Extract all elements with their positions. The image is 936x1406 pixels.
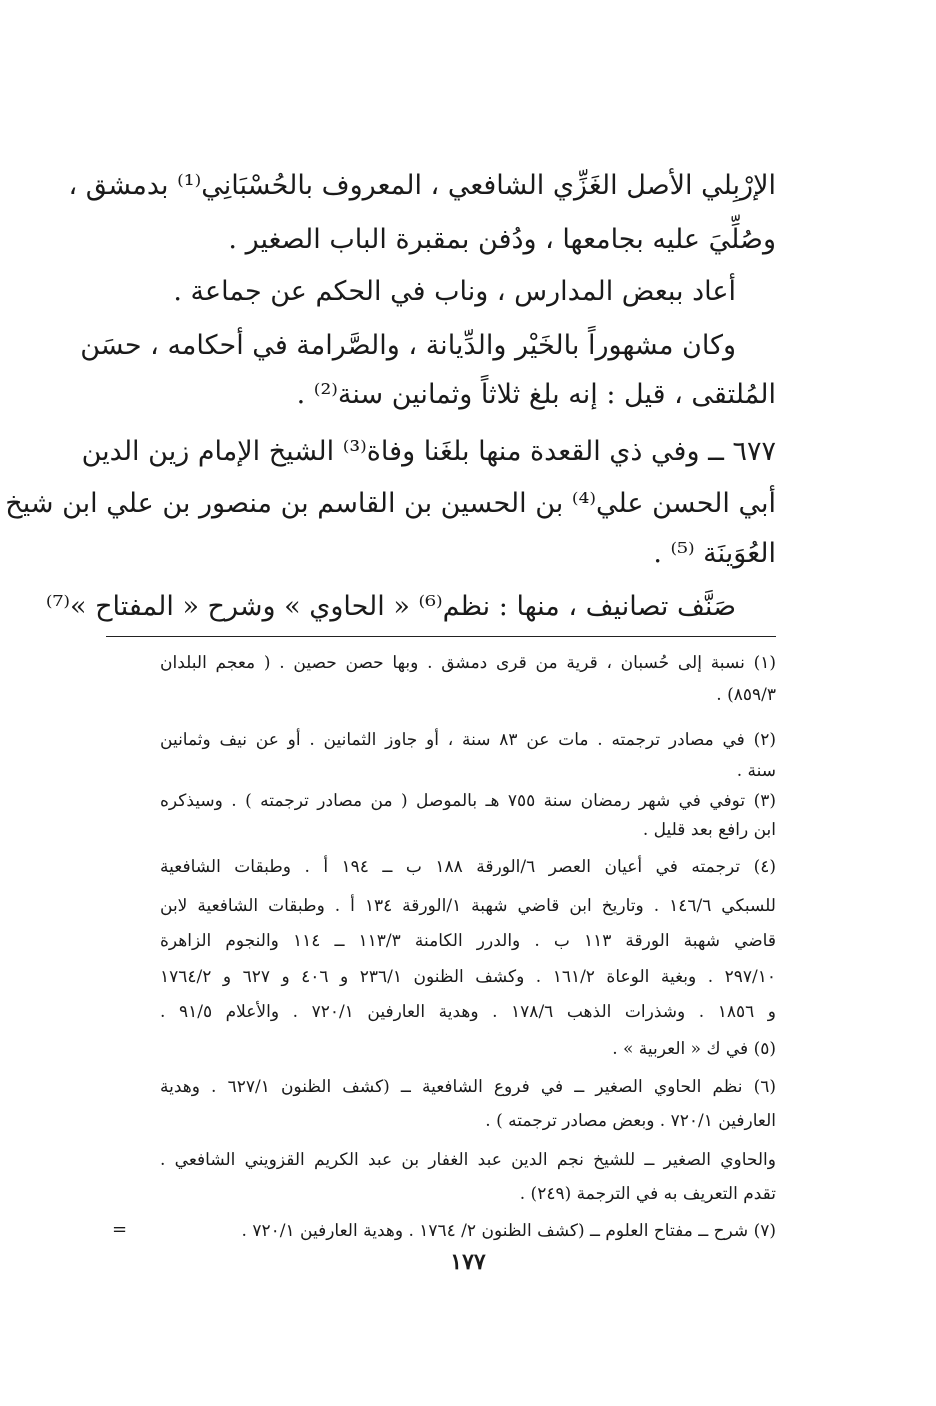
footnote-line: سنة . bbox=[736, 761, 776, 781]
footnote-line: العارفين ٧٢٠/١ . وبعض مصادر ترجمته ) . bbox=[485, 1111, 776, 1131]
main-line: أبي الحسن علي⁽⁴⁾ بن الحسين بن القاسم بن منصور بن علي ابن شيخ bbox=[5, 488, 776, 519]
footnote-line: (٢) في مصادر ترجمته . مات عن ٨٣ سنة ، أو جاوز الثمانين . أو عن نيف وثمانين bbox=[160, 730, 776, 750]
main-line: المُلتقى ، قيل : إنه بلغ ثلاثاً وثمانين سنة⁽²⁾ . bbox=[296, 379, 776, 410]
continuation-mark: = bbox=[112, 1219, 128, 1240]
footnote-line: قاضي شهبة الورقة ١١٣ ب . والدرر الكامنة ١١٣/٣ ــ ١١٤ والنجوم الزاهرة bbox=[160, 931, 776, 951]
footnote-line: والحاوي الصغير ــ للشيخ نجم الدين عبد الغفار بن عبد الكريم القزويني الشافعي . bbox=[160, 1150, 776, 1170]
main-line: أعاد ببعض المدارس ، وناب في الحكم عن جماعة . bbox=[173, 276, 736, 307]
footnote-line: (٣) توفي في شهر رمضان سنة ٧٥٥ هـ بالموصل ( من مصادر ترجمته ) . وسيذكره bbox=[160, 791, 776, 811]
main-line: صَنَّف تصانيف ، منها : نظم⁽⁶⁾ « الحاوي » وشرح « المفتاح »⁽⁷⁾ bbox=[45, 591, 736, 622]
footnote-line: (٥) في ك « العربية » . bbox=[612, 1039, 776, 1059]
footnote-line: للسبكي ١٤٦/٦ . وتاريخ ابن قاضي شهبة ١/الورقة ١٣٤ أ . وطبقات الشافعية لابن bbox=[160, 896, 776, 916]
main-line: ٦٧٧ ــ وفي ذي القعدة منها بلغَنا وفاة⁽³⁾ الشيخ الإمام زين الدين bbox=[81, 436, 776, 467]
main-line: العُوَينَة ⁽⁵⁾ . bbox=[653, 538, 776, 569]
page-number: ١٧٧ bbox=[450, 1249, 486, 1275]
footnote-line: ٨٥٩/٣) . bbox=[716, 685, 776, 705]
footnote-line: و ١٨٥٦ . وشذرات الذهب ١٧٨/٦ . وهدية العارفين ٧٢٠/١ . والأعلام ٩١/٥ . bbox=[160, 1002, 776, 1022]
main-line: وصُلِّيَ عليه بجامعها ، ودُفن بمقبرة الباب الصغير . bbox=[228, 224, 776, 255]
footnote-line: ابن رافع بعد قليل . bbox=[642, 820, 776, 840]
footnote-separator bbox=[106, 636, 776, 637]
main-line: الإرْبِلي الأصل الغَزِّي الشافعي ، المعروف بالحُسْبَانِي⁽¹⁾ بدمشق ، bbox=[68, 170, 776, 201]
footnote-line: (٤) ترجمته في أعيان العصر ٦/الورقة ١٨٨ ب ــ ١٩٤ أ . وطبقات الشافعية bbox=[160, 857, 776, 877]
footnote-line: تقدم التعريف به في الترجمة (٢٤٩) . bbox=[519, 1184, 776, 1204]
footnote-line: (٦) نظم الحاوي الصغير ــ في فروع الشافعية ــ (كشف الظنون ٦٢٧/١ . وهدية bbox=[160, 1077, 777, 1097]
main-line: وكان مشهوراً بالخَيْر والدِّيانة ، والصَّرامة في أحكامه ، حسَن bbox=[80, 330, 736, 361]
footnote-line: (٧) شرح ــ مفتاح العلوم ــ (كشف الظنون ٢/ ١٧٦٤ . وهدية العارفين ٧٢٠/١ . bbox=[241, 1221, 776, 1241]
footnote-line: ٢٩٧/١٠ . وبغية الوعاة ١٦١/٢ . وكشف الظنون ٢٣٦/١ و ٤٠٦ و ٦٢٧ و ١٧٦٤/٢ bbox=[160, 967, 776, 987]
footnote-line: (١) نسبة إلى حُسبان ، قرية من قرى دمشق . وبها حصن حصين . ( معجم البلدان bbox=[160, 653, 776, 673]
